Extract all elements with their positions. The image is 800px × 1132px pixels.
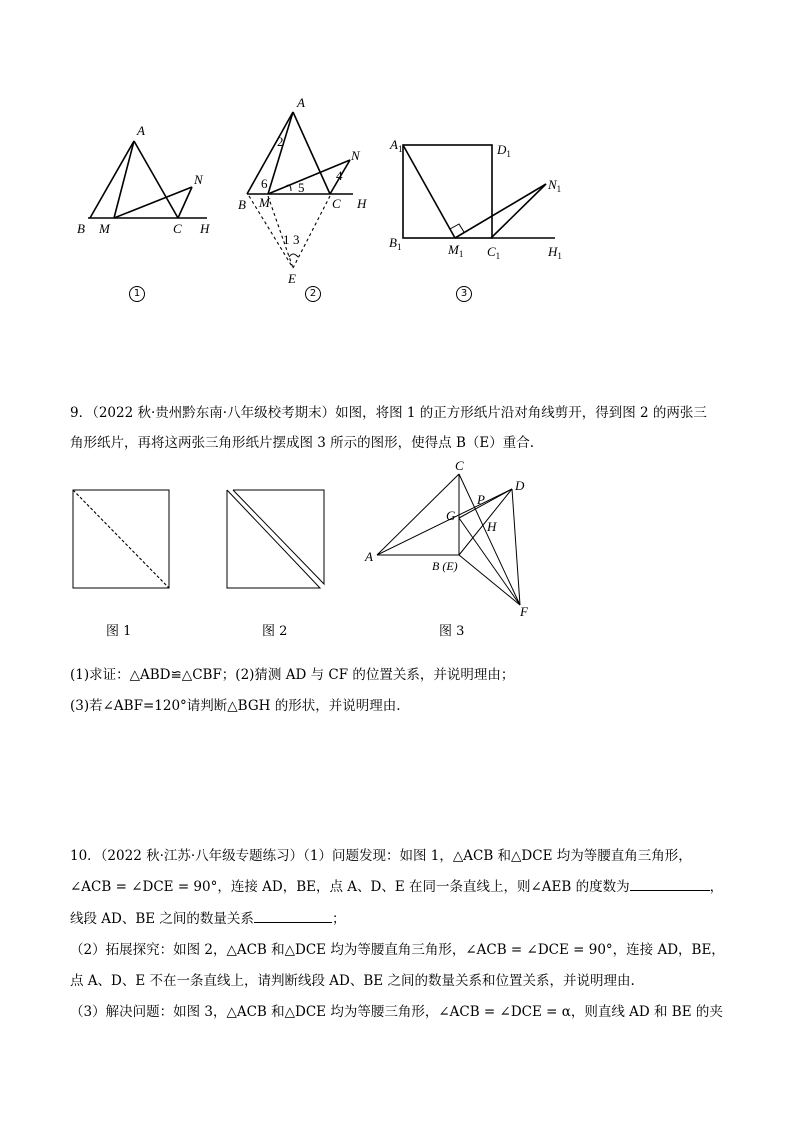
- label-D1: $D_1$: [497, 142, 511, 159]
- figure-1-number: 1: [129, 286, 145, 302]
- label-M1: $M_1$: [448, 242, 464, 259]
- label-B1: $B_1$: [389, 235, 402, 252]
- label-A1: $A_1$: [390, 137, 403, 154]
- q9-fig2: [227, 490, 324, 588]
- angle-3: 3: [293, 232, 300, 247]
- answer-blank-relation[interactable]: [254, 909, 332, 923]
- label-A: A: [297, 95, 305, 110]
- q10-line1: 10．（2022 秋·江苏·八年级专题练习）（1）问题发现：如图 1，△ACB 和△DCE 均为等腰直角三角形，: [70, 848, 692, 864]
- label-G: G: [446, 508, 456, 523]
- angle-5: 5: [298, 180, 305, 195]
- label-M: M: [99, 221, 110, 236]
- q9-fig1: [73, 490, 169, 588]
- label-B-E: B (E): [432, 559, 458, 573]
- label-C: C: [332, 196, 341, 211]
- label-H: H: [200, 221, 210, 236]
- q9-part3: (3)若∠ABF=120°请判断△BGH 的形状，并说明理由.: [70, 698, 401, 714]
- q9-part1-2: (1)求证：△ABD≌△CBF；(2)猜测 AD 与 CF 的位置关系，并说明理由；: [70, 667, 515, 683]
- label-B: B: [238, 197, 246, 212]
- label-E: E: [288, 271, 296, 286]
- label-N: N: [351, 148, 360, 163]
- q10-line3: [70, 909, 750, 929]
- q10-line2-text: ∠ACB = ∠DCE = 90°，连接 AD，BE，点 A、D、E 在同一条直线上，则∠AEB 的度数为: [70, 879, 630, 895]
- label-H1: $H_1$: [548, 244, 562, 261]
- label-A: A: [365, 549, 373, 564]
- figure-3-number: 3: [456, 286, 472, 302]
- q10-line5: 点 A、D、E 不在一条直线上，请判断线段 AD、BE 之间的数量关系和位置关系，并说明理由.: [70, 973, 635, 989]
- angle-2: 2: [277, 134, 284, 149]
- label-H: H: [487, 519, 497, 534]
- angle-4: 4: [336, 168, 343, 183]
- label-A: A: [137, 123, 145, 138]
- label-C: C: [173, 221, 182, 236]
- angle-1: 1: [283, 232, 290, 247]
- q9-fig2-caption: 图 2: [262, 624, 288, 639]
- angle-6: 6: [261, 176, 268, 191]
- label-M: M: [259, 195, 270, 210]
- label-N1: $N_1$: [548, 177, 562, 194]
- figure-2-number: 2: [305, 286, 321, 302]
- q9-line2: 角形纸片，再将这两张三角形纸片摆成图 3 所示的图形，使得点 B（E）重合.: [70, 435, 535, 451]
- label-B: B: [77, 221, 85, 236]
- q9-fig1-caption: 图 1: [106, 624, 132, 639]
- q10-line3-end: ；: [331, 911, 346, 927]
- label-C1: $C_1$: [487, 244, 501, 261]
- q9-fig3-caption: 图 3: [439, 624, 465, 639]
- answer-blank-angle[interactable]: [630, 877, 710, 891]
- q9-fig3: [377, 474, 520, 605]
- label-C: C: [455, 458, 464, 473]
- label-P: P: [477, 492, 485, 507]
- q10-line4: （2）拓展探究：如图 2，△ACB 和△DCE 均为等腰直角三角形，∠ACB = ∠DCE = 90°，连接 AD，BE，: [70, 942, 725, 958]
- q9-line1: 9．（2022 秋·贵州黔东南·八年级校考期末）如图，将图 1 的正方形纸片沿对角线剪开，得到图 2 的两张三: [70, 405, 707, 421]
- label-F: F: [520, 604, 528, 619]
- label-N: N: [194, 172, 203, 187]
- q10-line6: （3）解决问题：如图 3，△ACB 和△DCE 均为等腰三角形，∠ACB = ∠DCE = α，则直线 AD 和 BE 的夹: [70, 1004, 723, 1020]
- q10-line2: [70, 877, 750, 897]
- label-D: D: [515, 478, 525, 493]
- q10-line3-text: 线段 AD、BE 之间的数量关系: [70, 911, 254, 927]
- q10-line2-end: ，: [709, 879, 724, 895]
- label-H: H: [357, 196, 367, 211]
